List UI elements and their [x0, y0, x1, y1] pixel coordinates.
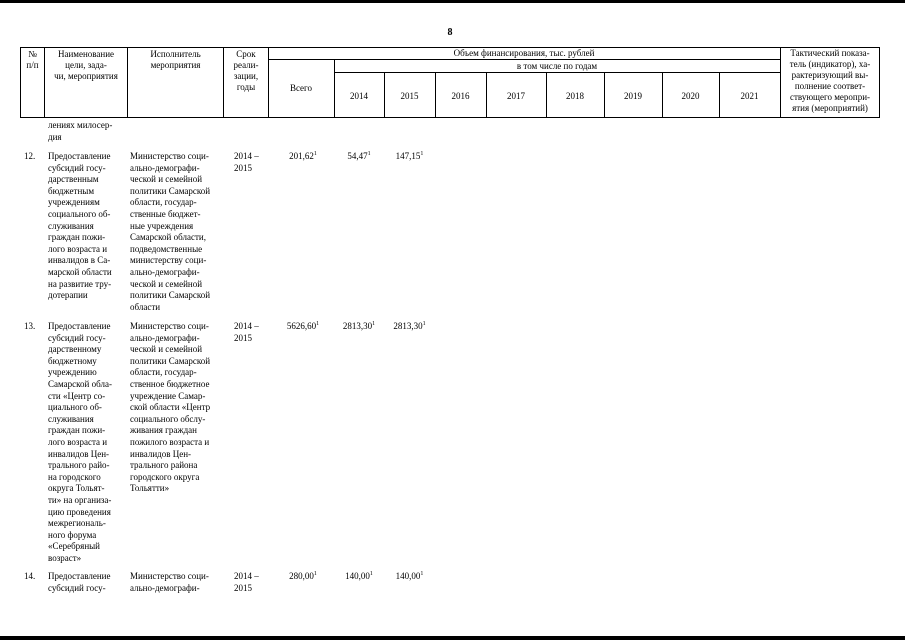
row-executor: Министерство соци- ально-демографи-: [130, 571, 209, 593]
page-number: 8: [447, 27, 453, 38]
row-executor: Министерство соци- ально-демографи- ческой и семейной политики Самарской области, государ- ственные бюджет- ные учреждения Самарской области, подведомственные министерству соци- ально-демографи- ческой и семейной политики Самарской области: [130, 151, 211, 312]
row-name: Предоставление субсидий госу- дарственным бюджетным учреждениям социального об- служивания граждан пожи- лого возраста и инвалидов в Са- марской области на развитие тру- дотерапии: [48, 151, 112, 301]
header-executor: Исполнитель мероприятия: [150, 49, 201, 70]
financing-divider: [268, 59, 780, 60]
continuation-text: лениях милосер- дия: [48, 120, 113, 142]
row-2015: [384, 151, 435, 163]
footnote-mark: 1: [420, 571, 424, 577]
footnote-mark: 1: [422, 321, 426, 327]
header-term: Срок реали- зации, годы: [233, 49, 259, 92]
row-number: 14.: [24, 571, 36, 581]
row-term: 2014 – 2015: [234, 151, 259, 173]
header-bottom-border: [20, 117, 880, 118]
row-2014-value: 140,00: [345, 571, 370, 581]
row-2014: [334, 571, 384, 583]
header-total: Всего: [289, 83, 313, 93]
header-year-2018: 2018: [566, 91, 584, 101]
footnote-mark: 1: [367, 151, 371, 157]
footnote-mark: 1: [420, 151, 424, 157]
row-2014: [334, 151, 384, 163]
header-year-2021: 2021: [740, 91, 759, 101]
footnote-mark: 1: [316, 321, 320, 327]
header-year-2014: 2014: [350, 91, 368, 101]
row-number: 12.: [24, 151, 36, 161]
row-2015-value: 147,15: [395, 151, 421, 161]
header-year-2019: 2019: [624, 91, 642, 101]
scan-edge-bottom: [0, 636, 905, 640]
header-year-2020: 2020: [681, 91, 700, 101]
row-name: Предоставление субсидий госу- дарственному бюджетному учреждению Самарской обла- сти «Центр со- циального об- служивания граждан пожи- лого возраста и инвалидов Цен- трального райо- на городского округа Тольят- ти» на организа- цию проведения межрегиональ- ного форума «Серебряный возраст»: [48, 321, 112, 563]
row-number: 13.: [24, 321, 36, 331]
header-year-2015: 2015: [400, 91, 419, 101]
row-2015-value: 2813,30: [393, 321, 423, 331]
header-by-years: в том числе по годам: [516, 61, 598, 71]
row-total: [272, 321, 334, 333]
header-year-2017: 2017: [507, 91, 525, 101]
header-number: № п/п: [26, 49, 39, 70]
scan-edge-top: [0, 0, 905, 3]
row-term: 2014 – 2015: [234, 321, 259, 343]
row-2015-value: 140,00: [395, 571, 421, 581]
row-total-value: 280,00: [289, 571, 314, 581]
row-2015: [384, 571, 435, 583]
header-name: Наименование цели, зада- чи, мероприятия: [54, 49, 118, 81]
header-financing: Объем финансирования, тыс. рублей: [453, 48, 595, 58]
footnote-mark: 1: [313, 571, 317, 577]
footnote-mark: 1: [369, 571, 373, 577]
row-2014: [334, 321, 384, 333]
row-name: Предоставление субсидий госу-: [48, 571, 111, 593]
footnote-mark: 1: [372, 321, 376, 327]
row-term: 2014 – 2015: [234, 571, 259, 593]
row-2014-value: 54,47: [347, 151, 368, 161]
header-year-2016: 2016: [451, 91, 470, 101]
row-total: [272, 151, 334, 163]
row-total-value: 5626,60: [286, 321, 317, 331]
footnote-mark: 1: [313, 151, 317, 157]
row-executor: Министерство соци- ально-демографи- ческой и семейной политики Самарской области, государ- ственное бюджетное учреждение Самар- ской области «Центр социального обслу- живания граждан пожилого возраста и инвалидов Цен- трального района городского округа Тольятти»: [130, 321, 211, 494]
row-2015: [384, 321, 435, 333]
header-indicator: Тактический показа- тель (индикатор), ха- рактеризующий вы- полнение соответ- ствующего меропри- ятия (мероприятий): [789, 48, 871, 113]
row-total: [272, 571, 334, 583]
years-divider: [334, 72, 780, 73]
row-total-value: 201,62: [289, 151, 314, 161]
row-2014-value: 2813,30: [342, 321, 373, 331]
